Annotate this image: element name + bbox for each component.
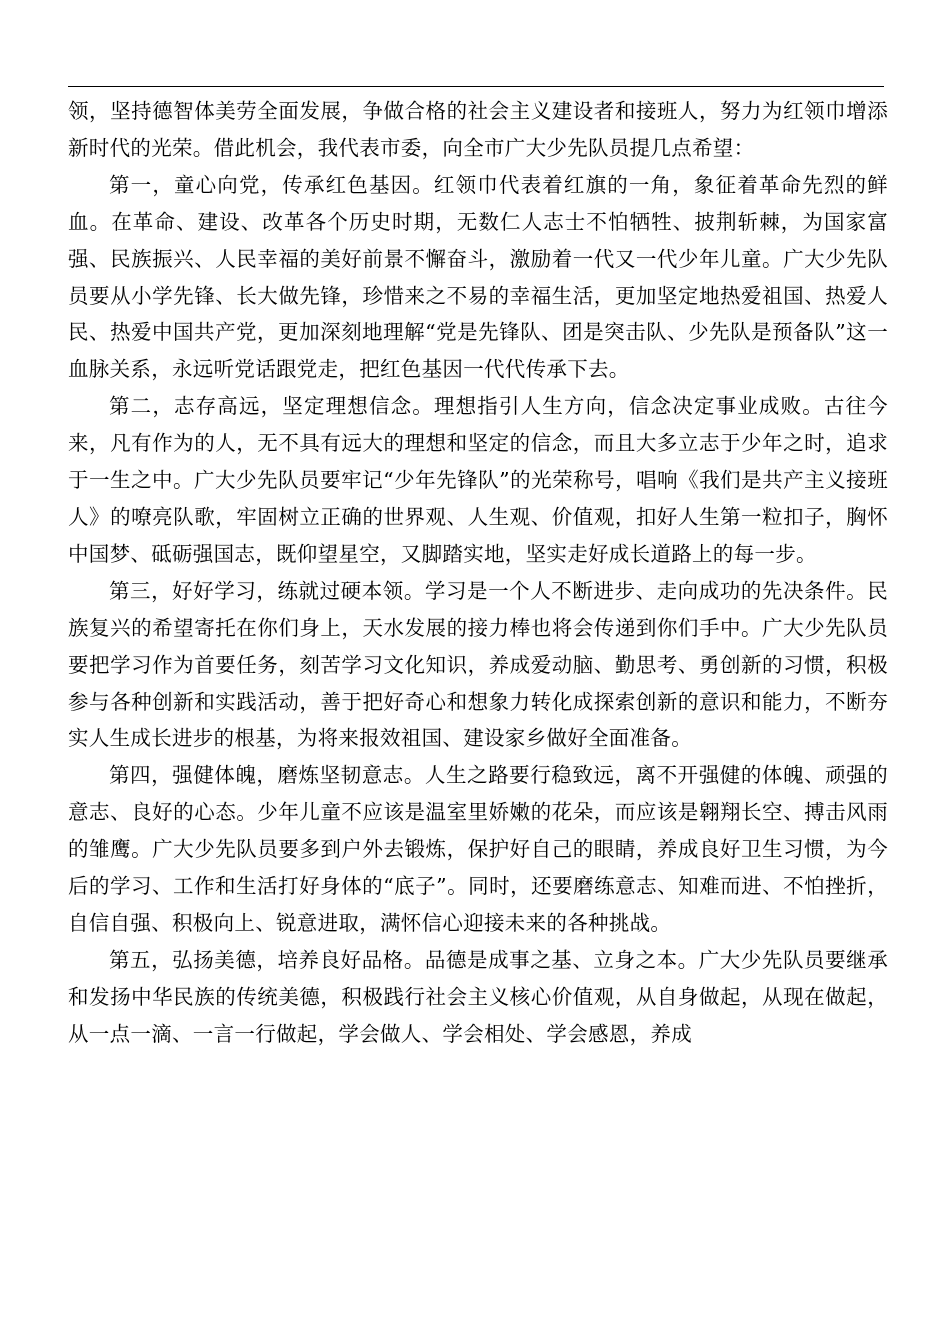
paragraph-first-point: 第一，童心向党，传承红色基因。红领巾代表着红旗的一角，象征着革命先烈的鲜血。在革命、建设、改革各个历史时期，无数仁人志士不怕牺牲、披荆斩棘，为国家富强、民族振兴、人民幸福的美好前景不懈奋斗，激励着一代又一代少年儿童。广大少先队员要从小学先锋、长大做先锋，珍惜来之不易的幸福生活，更加坚定地热爱祖国、热爱人民、热爱中国共产党，更加深刻地理解“党是先锋队、团是突击队、少先队是预备队”这一血脉关系，永远听党话跟党走，把红色基因一代代传承下去。 [68, 172, 888, 382]
paragraph-third-point: 第三，好好学习，练就过硬本领。学习是一个人不断进步、走向成功的先决条件。民族复兴的希望寄托在你们身上，天水发展的接力棒也将会传递到你们手中。广大少先队员要把学习作为首要任务，刻苦学习文化知识，养成爱动脑、勤思考、勇创新的习惯，积极参与各种创新和实践活动，善于把好奇心和想象力转化成探索创新的意识和能力，不断夯实人生成长进步的根基，为将来报效祖国、建设家乡做好全面准备。 [68, 578, 888, 751]
paragraph-fourth-point: 第四，强健体魄，磨炼坚韧意志。人生之路要行稳致远，离不开强健的体魄、顽强的意志、良好的心态。少年儿童不应该是温室里娇嫩的花朵，而应该是翱翔长空、搏击风雨的雏鹰。广大少先队员要多到户外去锻炼，保护好自己的眼睛，养成良好卫生习惯，为今后的学习、工作和生活打好身体的“底子”。同时，还要磨练意志、知难而进、不怕挫折，自信自强、积极向上、锐意进取，满怀信心迎接未来的各种挑战。 [68, 763, 888, 935]
document-body [68, 93, 888, 1053]
paragraph-second-point: 第二，志存高远，坚定理想信念。理想指引人生方向，信念决定事业成败。古往今来，凡有作为的人，无不具有远大的理想和坚定的信念，而且大多立志于少年之时，追求于一生之中。广大少先队员要牢记“少年先锋队”的光荣称号，唱响《我们是共产主义接班人》的嘹亮队歌，牢固树立正确的世界观、人生观、价值观，扣好人生第一粒扣子，胸怀中国梦、砥砺强国志，既仰望星空，又脚踏实地，坚实走好成长道路上的每一步。 [68, 394, 888, 566]
paragraph-continuation: 领，坚持德智体美劳全面发展，争做合格的社会主义建设者和接班人，努力为红领巾增添新时代的光荣。借此机会，我代表市委，向全市广大少先队员提几点希望： [68, 99, 888, 160]
paragraph-fifth-point: 第五，弘扬美德，培养良好品格。品德是成事之基、立身之本。广大少先队员要继承和发扬中华民族的传统美德，积极践行社会主义核心价值观，从自身做起，从现在做起，从一点一滴、一言一行做起，学会做人、学会相处、学会感恩，养成 [68, 947, 888, 1046]
header-rule [68, 86, 884, 87]
